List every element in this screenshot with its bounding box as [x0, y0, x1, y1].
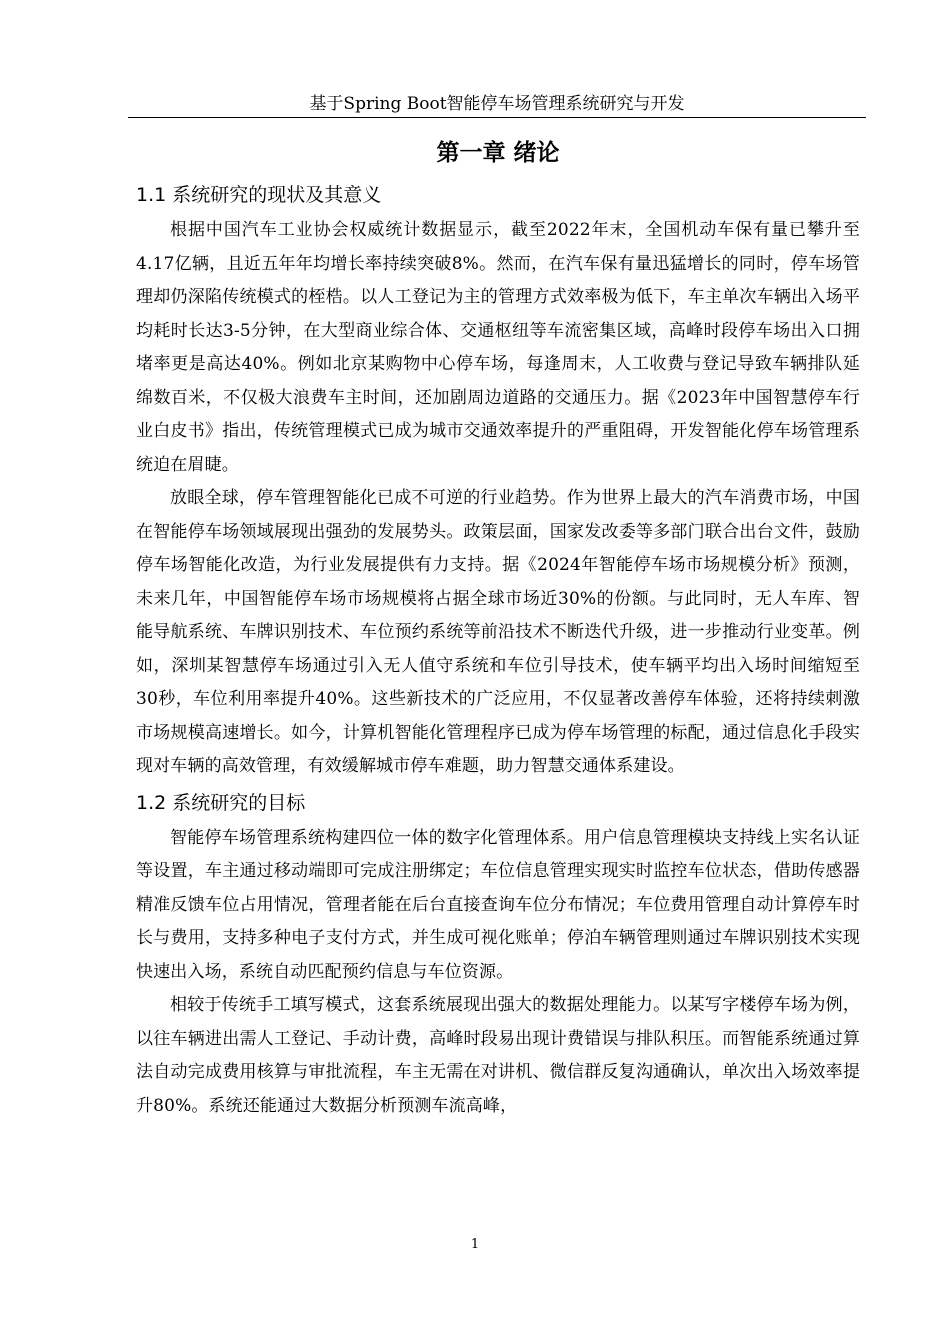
- paragraph: 智能停车场管理系统构建四位一体的数字化管理体系。用户信息管理模块支持线上实名认证等设置，车主通过移动端即可完成注册绑定；车位信息管理实现实时监控车位状态，借助传感器精准反馈车位占用情况，管理者能在后台直接查询车位分布情况；车位费用管理自动计算停车时长与费用，支持多种电子支付方式，并生成可视化账单；停泊车辆管理则通过车牌识别技术实现快速出入场，系统自动匹配预约信息与车位资源。: [136, 827, 860, 982]
- paragraph: 根据中国汽车工业协会权威统计数据显示，截至2022年末，全国机动车保有量已攀升至4.17亿辆，且近五年年均增长率持续突破8%。然而，在汽车保有量迅猛增长的同时，停车场管理却仍深陷传统模式的桎梏。以人工登记为主的管理方式效率极为低下，车主单次车辆出入场平均耗时长达3-5分钟，在大型商业综合体、交通枢纽等车流密集区域，高峰时段停车场出入口拥堵率更是高达40%。例如北京某购物中心停车场，每逢周末，人工收费与登记导致车辆排队延绵数百米，不仅极大浪费车主时间，还加剧周边道路的交通压力。据《2023年中国智慧停车行业白皮书》指出，传统管理模式已成为城市交通效率提升的严重阻碍，开发智能化停车场管理系统迫在眉睫。: [136, 220, 860, 475]
- chapter-title: 第一章 绪论: [436, 140, 560, 166]
- header-rule: [128, 117, 866, 118]
- paragraph: 相较于传统手工填写模式，这套系统展现出强大的数据处理能力。以某写字楼停车场为例，以往车辆进出需人工登记、手动计费，高峰时段易出现计费错误与排队积压。而智能系统通过算法自动完成费用核算与审批流程，车主无需在对讲机、微信群反复沟通确认，单次出入场效率提升80%。系统还能通过大数据分析预测车流高峰，: [136, 995, 860, 1116]
- paragraph: 放眼全球，停车管理智能化已成不可逆的行业趋势。作为世界上最大的汽车消费市场，中国在智能停车场领域展现出强劲的发展势头。政策层面，国家发改委等多部门联合出台文件，鼓励停车场智能化改造，为行业发展提供有力支持。据《2024年智能停车场市场规模分析》预测，未来几年，中国智能停车场市场规模将占据全球市场近30%的份额。与此同时，无人车库、智能导航系统、车牌识别技术、车位预约系统等前沿技术不断迭代升级，进一步推动行业变革。例如，深圳某智慧停车场通过引入无人值守系统和车位引导技术，使车辆平均出入场时间缩短至30秒，车位利用率提升40%。这些新技术的广泛应用，不仅显著改善停车体验，还将持续刺激市场规模高速增长。如今，计算机智能化管理程序已成为停车场管理的标配，通过信息化手段实现对车辆的高效管理，有效缓解城市停车难题，助力智慧交通体系建设。: [136, 488, 860, 776]
- page-number: 1: [470, 1237, 480, 1252]
- section-heading-1-1: 1.1 系统研究的现状及其意义: [136, 184, 382, 206]
- running-header: 基于Spring Boot智能停车场管理系统研究与开发: [309, 94, 685, 114]
- section-heading-1-2: 1.2 系统研究的目标: [136, 791, 306, 814]
- page-content: [136, 130, 860, 1123]
